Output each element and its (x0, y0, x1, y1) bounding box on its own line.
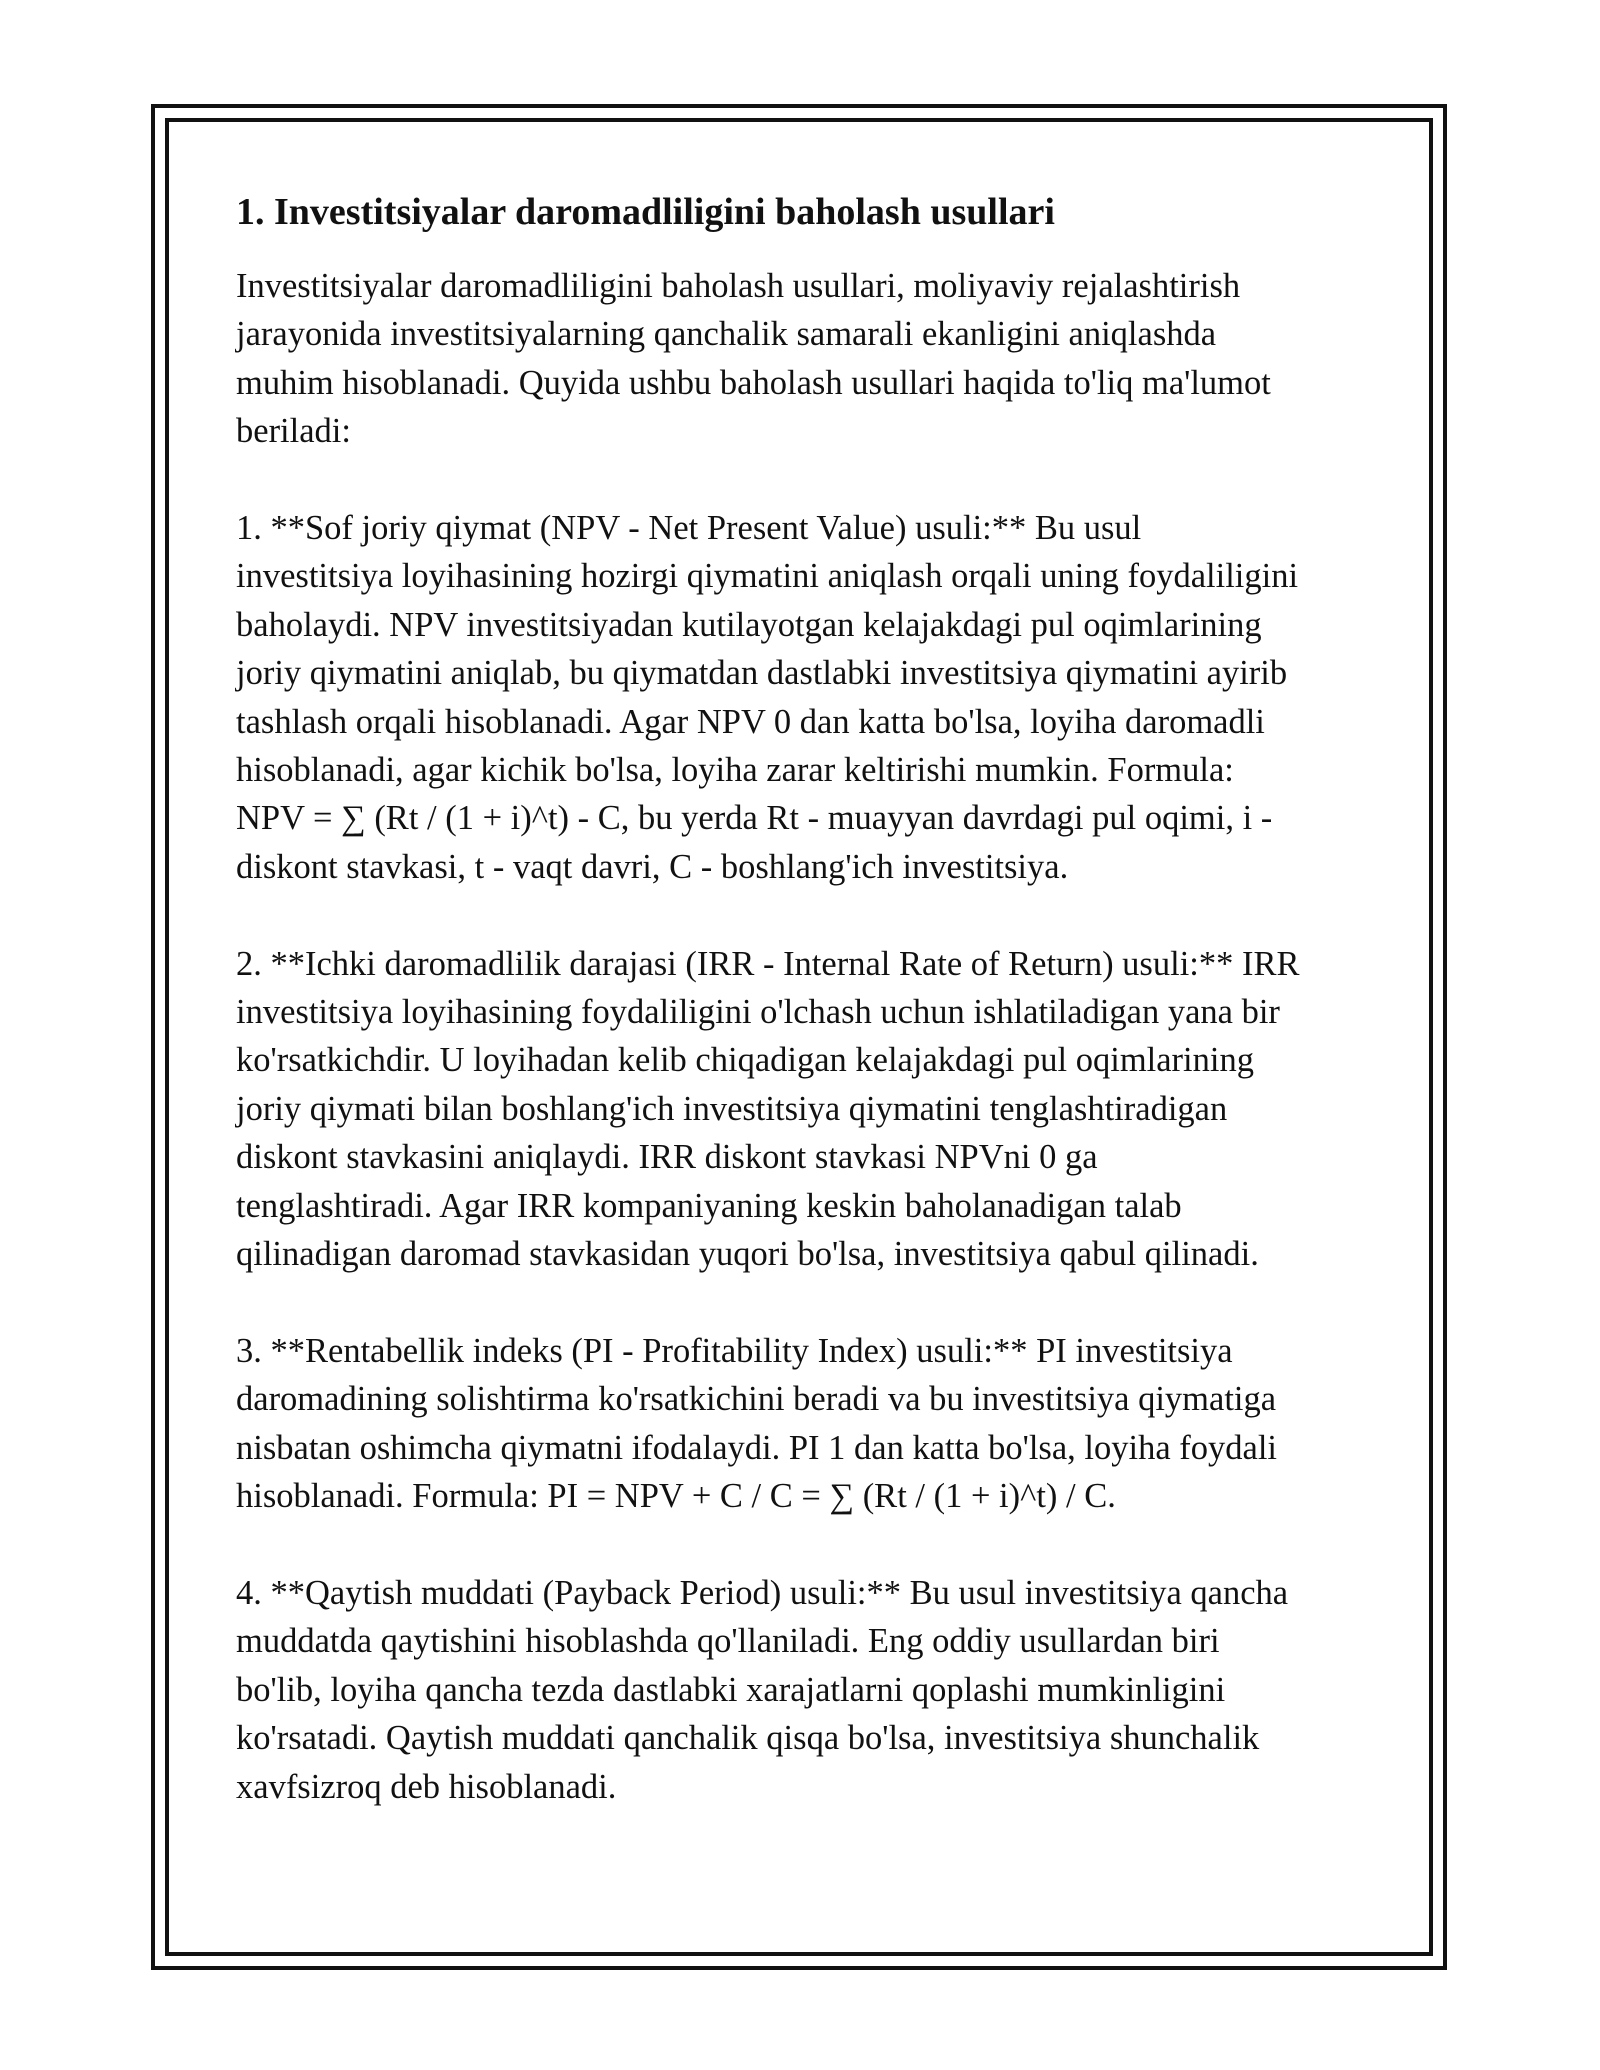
text-line: joriy qiymati bilan boshlang'ich investitsiya qiymatini tenglashtiradigan (236, 1089, 1228, 1128)
npv-paragraph (236, 504, 1376, 891)
text-line: tashlash orqali hisoblanadi. Agar NPV 0 dan katta bo'lsa, loyiha daromadli (236, 702, 1265, 741)
text-line: joriy qiymatini aniqlab, bu qiymatdan dastlabki investitsiya qiymatini ayirib (236, 654, 1288, 693)
text-line: ko'rsatkichdir. U loyihadan kelib chiqadigan kelajakdagi pul oqimlarining (236, 1041, 1254, 1080)
text-line: baholaydi. NPV investitsiyadan kutilayotgan kelajakdagi pul oqimlarining (236, 605, 1262, 644)
text-line: xavfsizroq deb hisoblanadi. (236, 1767, 617, 1806)
text-line: NPV = ∑ (Rt / (1 + i)^t) - C, bu yerda Rt - muayyan davrdagi pul oqimi, i - (236, 799, 1273, 838)
document-body (236, 186, 1376, 1811)
text-line: beriladi: (236, 412, 351, 451)
text-line: muddatda qaytishini hisoblashda qo'llaniladi. Eng oddiy usullardan biri (236, 1622, 1220, 1661)
irr-paragraph (236, 940, 1376, 1279)
text-line: qilinadigan daromad stavkasidan yuqori bo'lsa, investitsiya qabul qilinadi. (236, 1235, 1259, 1274)
text-line: 3. **Rentabellik indeks (PI - Profitability Index) usuli:** PI investitsiya (236, 1331, 1233, 1370)
text-line: hisoblanadi, agar kichik bo'lsa, loyiha zarar keltirishi mumkin. Formula: (236, 751, 1234, 790)
text-line: muhim hisoblanadi. Quyida ushbu baholash usullari haqida to'liq ma'lumot (236, 363, 1271, 402)
section-heading: 1. Investitsiyalar daromadliligini baholash usullari (236, 191, 1055, 233)
text-line: jarayonida investitsiyalarning qanchalik samarali ekanligini aniqlashda (236, 315, 1217, 354)
text-line: bo'lib, loyiha qancha tezda dastlabki xarajatlarni qoplashi mumkinligini (236, 1670, 1226, 1709)
text-line: Investitsiyalar daromadliligini baholash usullari, moliyaviy rejalashtirish (236, 267, 1241, 305)
text-line: investitsiya loyihasining foydaliligini o'lchash uchun ishlatiladigan yana bir (236, 993, 1280, 1032)
pi-paragraph (236, 1327, 1376, 1521)
text-line: 4. **Qaytish muddati (Payback Period) usuli:** Bu usul investitsiya qancha (236, 1573, 1289, 1612)
text-line: nisbatan oshimcha qiymatni ifodalaydi. PI 1 dan katta bo'lsa, loyiha foydali (236, 1428, 1277, 1467)
text-line: daromadining solishtirma ko'rsatkichini beradi va bu investitsiya qiymatiga (236, 1380, 1277, 1419)
text-line: diskont stavkasini aniqlaydi. IRR diskont stavkasi NPVni 0 ga (236, 1138, 1098, 1177)
text-line: investitsiya loyihasining hozirgi qiymatini aniqlash orqali uning foydaliligini (236, 557, 1299, 596)
text-line: 2. **Ichki daromadlilik darajasi (IRR - Internal Rate of Return) usuli:** IRR (236, 944, 1300, 983)
text-line: 1. **Sof joriy qiymat (NPV - Net Present Value) usuli:** Bu usul (236, 509, 1142, 548)
text-line: tenglashtiradi. Agar IRR kompaniyaning keskin baholanadigan talab (236, 1186, 1182, 1225)
intro-paragraph (236, 262, 1376, 456)
text-line: ko'rsatadi. Qaytish muddati qanchalik qisqa bo'lsa, investitsiya shunchalik (236, 1719, 1260, 1758)
text-line: diskont stavkasi, t - vaqt davri, C - boshlang'ich investitsiya. (236, 847, 1069, 886)
payback-paragraph (236, 1569, 1376, 1811)
text-line: hisoblanadi. Formula: PI = NPV + C / C = ∑ (Rt / (1 + i)^t) / C. (236, 1477, 1116, 1516)
